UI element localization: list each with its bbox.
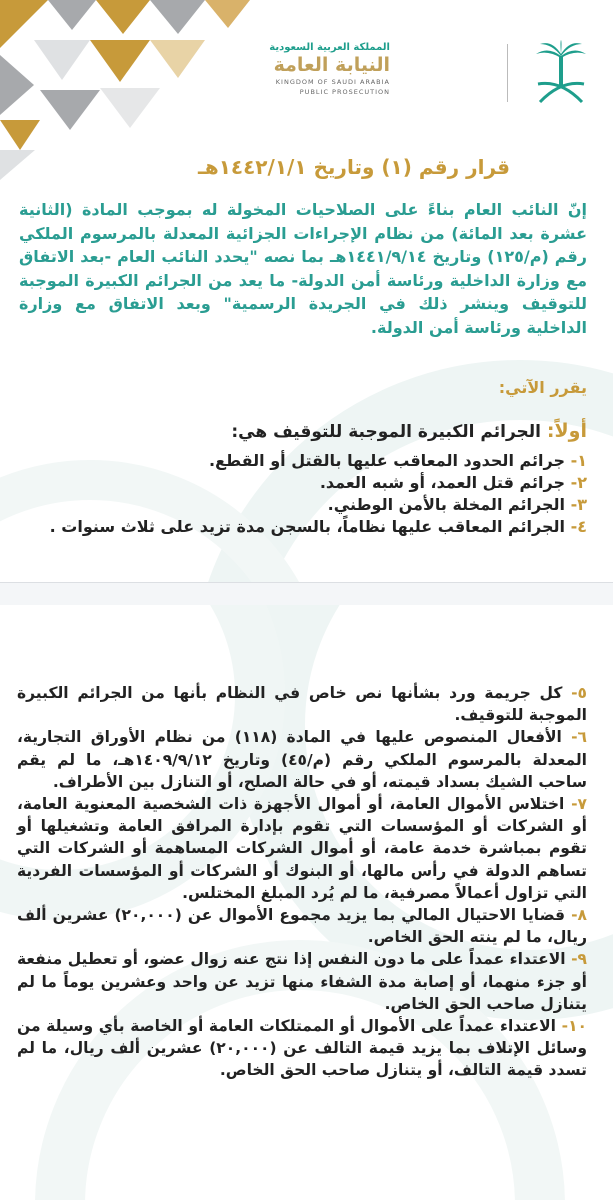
palm-swords-emblem-icon (530, 40, 592, 110)
item-number: ٢- (570, 473, 587, 492)
list-item (27, 516, 587, 538)
item-number: ١- (570, 451, 587, 470)
list-item (17, 682, 587, 726)
list-item (17, 948, 587, 1015)
list-item (27, 450, 587, 472)
item-number: ٩- (571, 950, 587, 969)
item-text: جرائم قتل العمد، أو شبه العمد. (319, 473, 566, 492)
grey-triangle (150, 0, 205, 34)
gold-triangle (90, 40, 150, 82)
item-text: جرائم الحدود المعاقب عليها بالقتل أو القطع. (209, 451, 566, 470)
item-text: الأفعال المنصوص عليها في المادة (١١٨) من نظام الأوراق التجارية، المعدلة بالمرسوم الملكي رقم (م/٤٥) وتاريخ ١٤٠٩/٩/١٢هـ، ما لم يقم ساحب الشيك بسداد قيمته، أو في حالة الصلح، أو التنازل بين الأطراف. (17, 728, 587, 791)
light-triangle (100, 88, 160, 128)
list-item (17, 726, 587, 793)
top-panel (0, 0, 613, 582)
item-text: الجرائم المعاقب عليها نظاماً، بالسجن مدة تزيد على ثلاث سنوات . (49, 517, 566, 536)
logo-text (170, 42, 390, 97)
item-text: الاعتداء عمداً على ما دون النفس إذا نتج عنه زوال عضو، أو تعطيل منفعة أو جزء منهما، أو إصابة مدة الشفاء منها تزيد عن واحد وعشرين يوماً ما لم يتنازل صاحب الحق الخاص. (17, 950, 587, 1013)
logo-agency-ar: النيابة العامة (273, 54, 390, 76)
item-number: ٨- (571, 906, 587, 925)
first-heading (27, 420, 587, 443)
grey-triangle (40, 90, 100, 130)
top-list (27, 450, 587, 538)
light-triangle (34, 40, 90, 80)
item-number: ١٠- (561, 1017, 587, 1036)
panel-separator (0, 582, 613, 606)
light-triangle (0, 150, 35, 180)
item-text: الجرائم المخلة بالأمن الوطني. (327, 495, 566, 514)
gold-triangle (205, 0, 250, 28)
list-item (27, 472, 587, 494)
item-number: ٥- (571, 684, 587, 702)
item-text: الاعتداء عمداً على الأموال أو الممتلكات العامة أو الخاصة بأي وسيلة من وسائل الإتلاف بما يزيد قيمة التالف عن (٢٠,٠٠٠) عشرين ألف ريال، ما لم تسدد قيمة التالف، أو يتنازل صاحب الحق الخاص. (17, 1017, 587, 1080)
list-item (17, 793, 587, 904)
logo-block (210, 34, 613, 124)
list-item (17, 1015, 587, 1082)
decision-title: قرار رقم (١) وتاريخ ١٤٤٢/١/١هـ (197, 155, 510, 179)
item-number: ٧- (571, 795, 587, 814)
list-item (17, 904, 587, 948)
item-text: اختلاس الأموال العامة، أو أموال الأجهزة ذات الشخصية المعنوية العامة، أو الشركات أو المؤسسات التي تقوم بإدارة المرافق العامة وتشغيلها أو تقوم بمباشرة خدمة عامة، أو أموال الشركات المساهمة أو الشركات التي تساهم الدولة في رأس مالها، أو البنوك أو الشركات أو المؤسسات الفردية التي تزاول أعمالاً مصرفية، ما لم يُرد المبلغ المختلس. (17, 795, 587, 902)
logo-agency-en: PUBLIC PROSECUTION (299, 88, 390, 96)
grey-triangle (0, 55, 34, 115)
first-ordinal: أولاً: (546, 420, 587, 442)
list-item (27, 494, 587, 516)
intro-paragraph: إنّ النائب العام بناءً على الصلاحيات المخولة له بموجب المادة (الثانية عشرة بعد المائة) من نظام الإجراءات الجزائية المعدلة بالمرسوم الملكي رقم (م/١٢٥) وتاريخ ١٤٤١/٩/١٤هـ بما نصه "يحدد النائب العام -بعد الاتفاق مع وزارة الداخلية ورئاسة أمن الدولة- ما يعد من الجرائم الكبيرة الموجبة للتوقيف وينشر ذلك في الجريدة الرسمية" وبعد الاتفاق مع وزارة الداخلية ورئاسة أمن الدولة. (19, 200, 587, 337)
logo-divider (507, 44, 508, 102)
logo-country-ar: المملكة العربية السعودية (269, 42, 390, 53)
grey-triangle (48, 0, 96, 30)
item-text: كل جريمة ورد بشأنها نص خاص في النظام بأنها من الجرائم الكبيرة الموجبة للتوقيف. (17, 684, 587, 725)
item-number: ٤- (570, 517, 587, 536)
gold-triangle (96, 0, 150, 34)
decision-label: يقرر الآتي: (498, 378, 587, 397)
item-number: ٦- (571, 728, 588, 747)
gold-triangle (0, 120, 40, 150)
bottom-list (17, 682, 587, 1082)
logo-country-en: KINGDOM OF SAUDI ARABIA (275, 78, 390, 86)
item-number: ٣- (570, 495, 587, 514)
first-text: الجرائم الكبيرة الموجبة للتوقيف هي: (231, 422, 541, 442)
item-text: قضايا الاحتيال المالي بما يزيد مجموع الأموال عن (٢٠,٠٠٠) عشرين ألف ريال، ما لم ينته الحق الخاص. (17, 906, 587, 947)
